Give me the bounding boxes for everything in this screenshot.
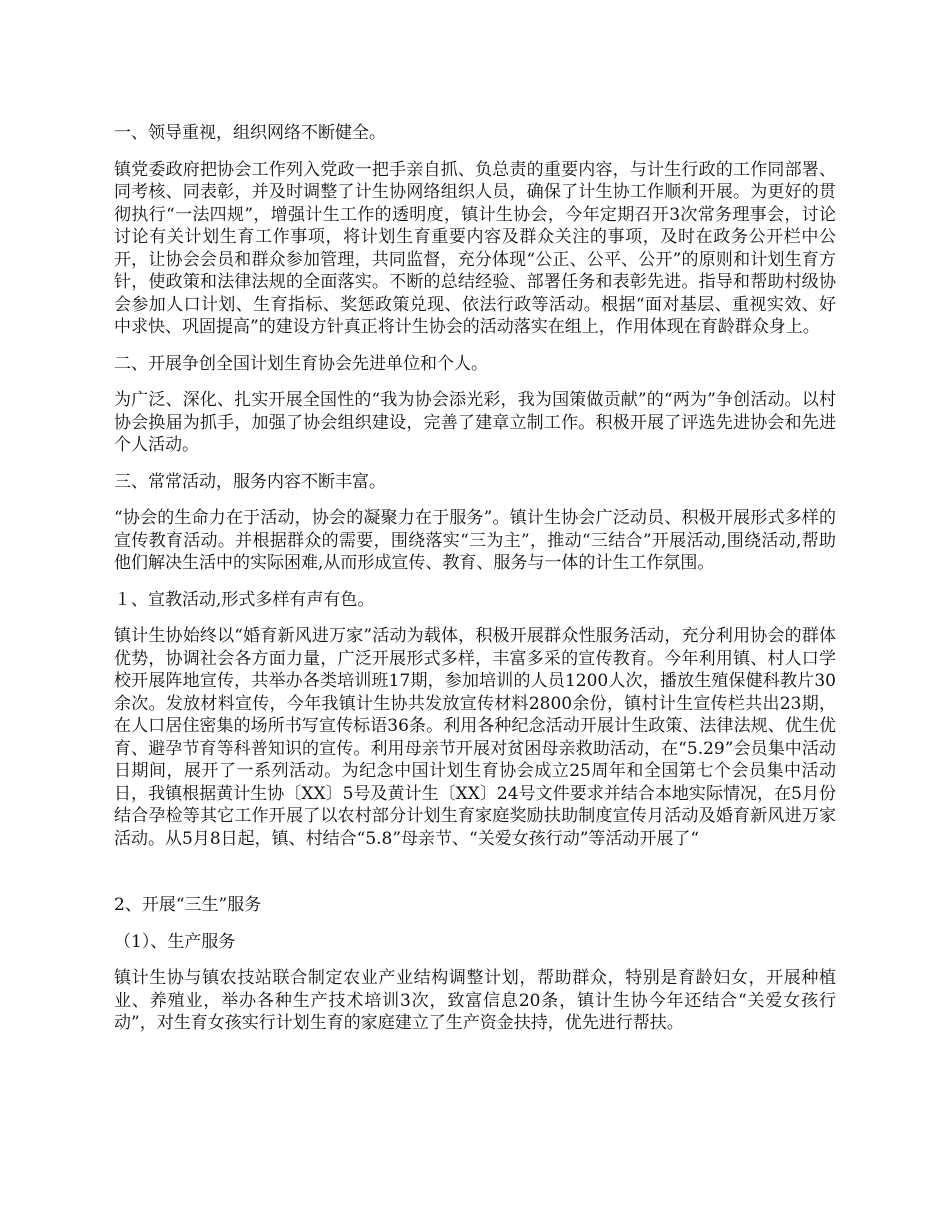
subheading-publicity: １、宣教活动,形式多样有声有色。 [114, 589, 375, 610]
section-heading-activities: 三、常常活动，服务内容不断丰富。 [114, 471, 386, 492]
section-heading-leadership: 一、领导重视，组织网络不断健全。 [114, 123, 386, 143]
paragraph-publicity: 镇计生协始终以“婚育新风进万家”活动为载体，积极开展群众性服务活动，充分利用协会的群体优势，协调社会各方面力量，广泛开展形式多样，丰富多采的宣传教育。今年利用镇、村人口学校开展阵地宣传，共举办各类培训班17期，参加培训的人员1200人次，播放生殖保健科教片30余次。发放材料宣传，今年我镇计生协共发放宣传材料2800余份，镇村计生宣传栏共出23期，在人口居住密集的场所书写宣传标语36条。利用各种纪念活动开展计生政策、法律法规、优生优育、避孕节育等科普知识的宣传。利用母亲节开展对贫困母亲救助活动，在“5.29”会员集中活动日期间，展开了一系列活动。为纪念中国计划生育协会成立25周年和全国第七个会员集中活动日，我镇根据黄计生协〔XX〕5号及黄计生〔XX〕24号文件要求并结合本地实际情况，在5月份结合孕检等其它工作开展了以农村部分计划生育家庭奖励扶助制度宣传月活动及婚育新风进万家活动。从5月8日起，镇、村结合“5.8”母亲节、“关爱女孩行动”等活动开展了“ [114, 626, 836, 849]
paragraph-production-service: 镇计生协与镇农技站联合制定农业产业结构调整计划，帮助群众，特别是育龄妇女，开展种植业、养殖业，举办各种生产技术培训3次，致富信息20条，镇计生协今年还结合“关爱女孩行动”，对生育女孩实行计划生育的家庭建立了生产资金扶持，优先进行帮扶。 [114, 968, 836, 1033]
paragraph-leadership: 镇党委政府把协会工作列入党政一把手亲自抓、负总责的重要内容，与计生行政的工作同部署、同考核、同表彰，并及时调整了计生协网络组织人员，确保了计生协工作顺利开展。为更好的贯彻执行“一法四规”，增强计生工作的透明度，镇计生协会，今年定期召开3次常务理事会，讨论讨论有关计划生育工作事项，将计划生育重要内容及群众关注的事项，及时在政务公开栏中公开，让协会会员和群众参加管理，共同监督，充分体现“公正、公平、公开”的原则和计划生育方针，使政策和法律法规的全面落实。不断的总结经验、部署任务和表彰先进。指导和帮助村级协会参加人口计划、生育指标、奖惩政策兑现、依法行政等活动。根据“面对基层、重视实效、好中求快、巩固提高”的建设方针真正将计生协会的活动落实在组上，作用体现在育龄群众身上。 [114, 159, 836, 337]
paragraph-activities: “协会的生命力在于活动，协会的凝聚力在于服务”。镇计生协会广泛动员、积极开展形式多样的宣传教育活动。并根据群众的需要，围绕落实“三为主”，推动“三结合”开展活动,围绕活动,帮助他们解决生活中的实际困难,从而形成宣传、教育、服务与一体的计生工作氛围。 [114, 508, 836, 573]
subheading-production-service: （1）、生产服务 [114, 931, 236, 952]
paragraph-advanced-units: 为广泛、深化、扎实开展全国性的“我为协会添光彩，我为国策做贡献”的“两为”争创活动。以村协会换届为抓手，加强了协会组织建设，完善了建章立制工作。积极开展了评选先进协会和先进个人活动。 [114, 390, 836, 455]
subheading-three-services: 2、开展“三生”服务 [114, 895, 262, 915]
section-heading-advanced-units: 二、开展争创全国计划生育协会先进单位和个人。 [114, 353, 488, 374]
document-body [114, 122, 836, 1049]
